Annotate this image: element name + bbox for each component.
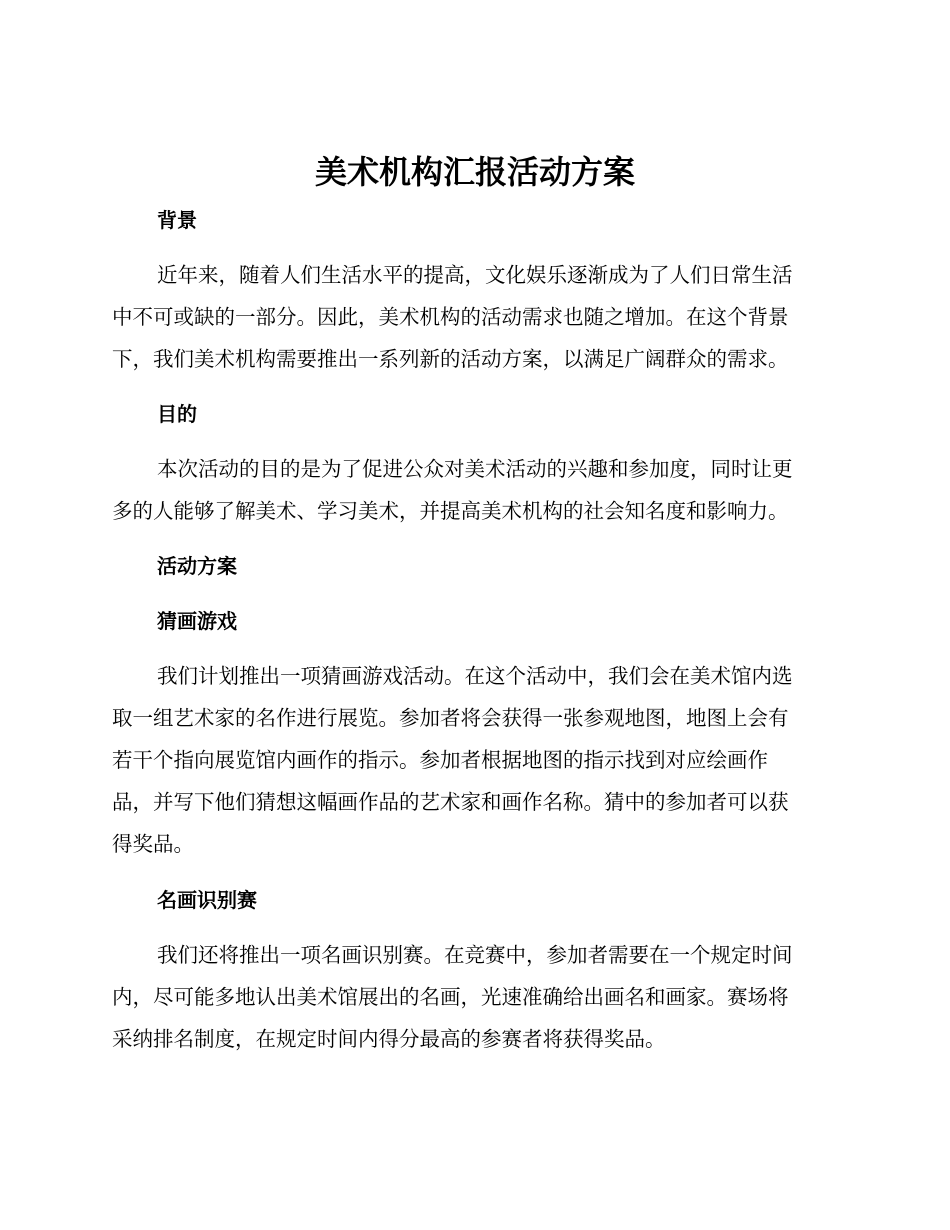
- section-body-purpose: [112, 448, 834, 532]
- paragraph-line: 中不可或缺的一部分。因此，美术机构的活动需求也随之增加。在这个背景: [112, 305, 789, 329]
- paragraph-line: 近年来，随着人们生活水平的提高，文化娱乐逐渐成为了人们日常生活: [157, 263, 793, 287]
- paragraph-line: 得奖品。: [112, 832, 194, 856]
- paragraph-line: 品，并写下他们猜想这幅画作品的艺术家和画作名称。猜中的参加者可以获: [112, 790, 789, 814]
- section-heading-background: 背景: [157, 208, 197, 232]
- paragraph-line: 我们还将推出一项名画识别赛。在竞赛中，参加者需要在一个规定时间: [157, 943, 793, 967]
- document-title: 美术机构汇报活动方案: [314, 153, 635, 191]
- paragraph-line: 下，我们美术机构需要推出一系列新的活动方案，以满足广阔群众的需求。: [112, 347, 789, 371]
- section-heading-activity-plan: 活动方案: [157, 554, 237, 578]
- paragraph-line: 我们计划推出一项猜画游戏活动。在这个活动中，我们会在美术馆内选: [157, 664, 793, 688]
- section-heading-painting-recognition-contest: 名画识别赛: [157, 888, 257, 912]
- section-heading-guess-painting-game: 猜画游戏: [157, 609, 237, 633]
- paragraph-line: 采纳排名制度，在规定时间内得分最高的参赛者将获得奖品。: [112, 1027, 666, 1051]
- section-body-background: [112, 254, 834, 380]
- paragraph-line: 若干个指向展览馆内画作的指示。参加者根据地图的指示找到对应绘画作: [112, 748, 768, 772]
- paragraph-line: 本次活动的目的是为了促进公众对美术活动的兴趣和参加度，同时让更: [157, 457, 793, 481]
- paragraph-line: 内，尽可能多地认出美术馆展出的名画，光速准确给出画名和画家。赛场将: [112, 985, 789, 1009]
- section-heading-purpose: 目的: [157, 402, 197, 426]
- paragraph-line: 多的人能够了解美术、学习美术，并提高美术机构的社会知名度和影响力。: [112, 499, 789, 523]
- section-body-guess-painting-game: [112, 655, 834, 865]
- paragraph-line: 取一组艺术家的名作进行展览。参加者将会获得一张参观地图，地图上会有: [112, 706, 789, 730]
- section-body-painting-recognition-contest: [112, 934, 834, 1060]
